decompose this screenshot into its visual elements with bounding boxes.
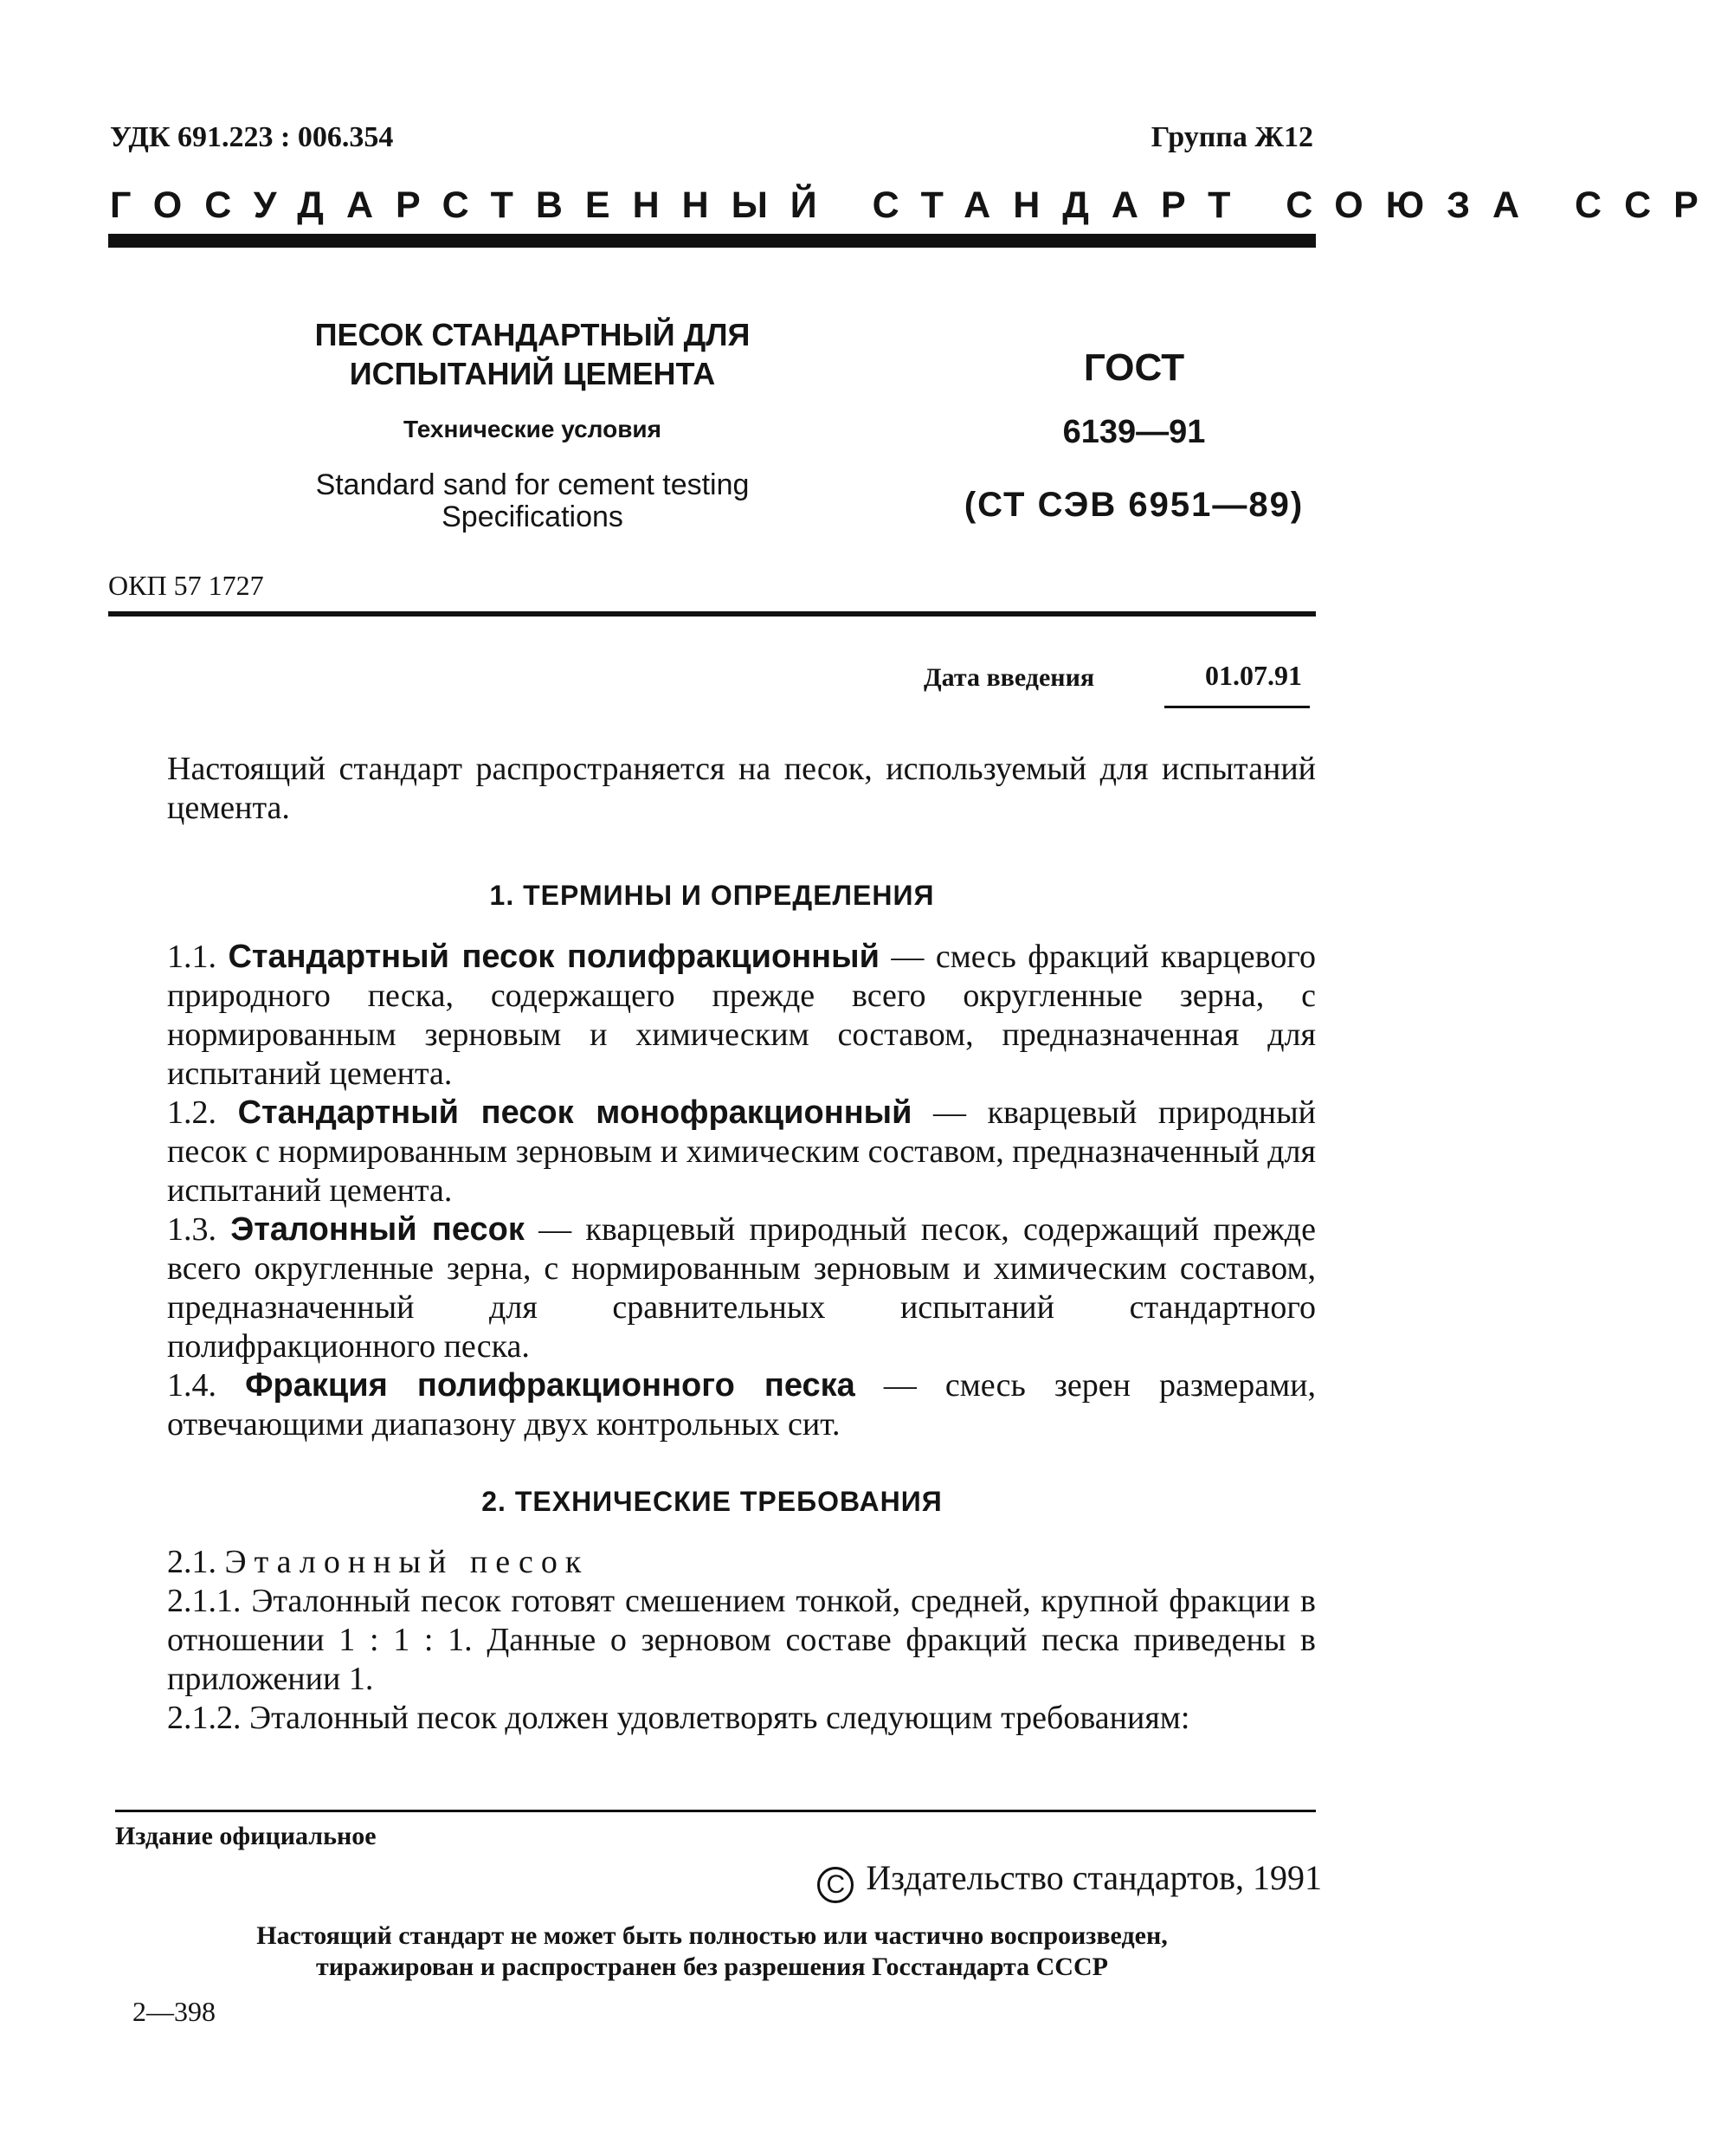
copyright-text: Издательство стандартов, 1991: [866, 1858, 1322, 1897]
gost-number: 6139—91: [1062, 414, 1206, 450]
gost-equivalent: (СТ СЭВ 6951—89): [964, 486, 1305, 524]
okp-code: ОКП 57 1727: [108, 570, 264, 601]
definition-term: Фракция полифракционного песка: [245, 1367, 855, 1404]
definition-text: — кварцевый природный песок с нормированным зерновым и химическим составом, предназначенный для испытаний цемента.: [167, 1094, 1317, 1209]
standard-banner: ГОСУДАРСТВЕННЫЙ СТАНДАРТ СОЮЗА ССР: [110, 184, 1721, 226]
definition-term: Эталонный песок: [230, 1211, 525, 1248]
requirement-paragraph: 2.1.2. Эталонный песок должен удовлетворять следующим требованиям:: [167, 1700, 1190, 1736]
page-code: 2—398: [132, 1996, 216, 2027]
definition-term: Стандартный песок монофракционный: [237, 1094, 912, 1131]
definition-item: [108, 938, 1316, 1094]
intro-paragraph: [108, 750, 1316, 828]
definition-number: 1.2.: [167, 1094, 216, 1131]
udk-code: УДК 691.223 : 006.354: [110, 121, 394, 153]
subsection-name: Эталонный песок: [224, 1544, 590, 1580]
definition-text: — смесь фракций кварцевого природного песка, содержащего прежде всего округленные зерна, с нормированным зерновым и химическим составом, предназначенная для испытаний цемента.: [167, 939, 1316, 1092]
definition-text: — смесь зерен размерами, отвечающими диапазону двух контрольных сит.: [167, 1367, 1316, 1443]
reproduction-notice: [108, 1920, 1316, 1983]
group-code: Группа Ж12: [1151, 121, 1313, 153]
date-underline: [1164, 706, 1310, 708]
middle-rule: [108, 611, 1316, 616]
definition-text: — кварцевый природный песок, содержащий прежде всего округленные зерна, с нормированным зерновым и химическим составом, предназначенный для сравнительных испытаний стандартного полифракционного песка.: [167, 1211, 1317, 1365]
top-rule: [108, 234, 1316, 248]
subtitle: Технические условия: [403, 416, 661, 442]
definition-item: [108, 1094, 1316, 1210]
english-title-line-1: Standard sand for cement testing: [315, 468, 750, 501]
gost-block: [944, 346, 1325, 525]
copyright-icon: C: [817, 1867, 854, 1903]
definition-number: 1.4.: [167, 1367, 216, 1404]
requirement-paragraph: 2.1.1. Эталонный песок готовят смешением тонкой, средней, крупной фракции в отношении 1 : 1 : 1. Данные о зерновом составе фракций песка приведены в приложении 1.: [167, 1583, 1316, 1697]
intro-text: Настоящий стандарт распространяется на песок, используемый для испытаний цемента.: [167, 751, 1316, 826]
definition-number: 1.3.: [167, 1211, 216, 1248]
footer-rule: [115, 1810, 1316, 1812]
notice-line-1: Настоящий стандарт не может быть полностью или частично воспроизведен,: [256, 1921, 1168, 1950]
date-value: 01.07.91: [1205, 660, 1302, 691]
section-1-heading: 1. ТЕРМИНЫ И ОПРЕДЕЛЕНИЯ: [489, 880, 935, 911]
title-line-2: ИСПЫТАНИЙ ЦЕМЕНТА: [349, 356, 716, 391]
section-2-heading: 2. ТЕХНИЧЕСКИЕ ТРЕБОВАНИЯ: [481, 1486, 943, 1517]
definitions-list: [108, 938, 1316, 1444]
definition-term: Стандартный песок полифракционный: [228, 939, 880, 975]
notice-line-2: тиражирован и распространен без разрешения Госстандарта СССР: [316, 1953, 1108, 1981]
english-title-line-2: Specifications: [442, 500, 623, 533]
english-title: [247, 469, 818, 533]
requirements: [108, 1543, 1316, 1738]
subsection-number: 2.1.: [167, 1544, 216, 1580]
title-block: [247, 315, 818, 533]
gost-label: ГОСТ: [1083, 346, 1185, 389]
title-line-1: ПЕСОК СТАНДАРТНЫЙ ДЛЯ: [314, 317, 751, 352]
date-label: Дата введения: [924, 663, 1095, 692]
definition-item: [108, 1210, 1316, 1366]
subsection-title: [108, 1543, 1316, 1582]
copyright: [817, 1857, 1322, 1903]
definition-number: 1.1.: [167, 939, 216, 975]
definition-item: [108, 1366, 1316, 1444]
official-edition: Издание официальное: [115, 1822, 377, 1850]
